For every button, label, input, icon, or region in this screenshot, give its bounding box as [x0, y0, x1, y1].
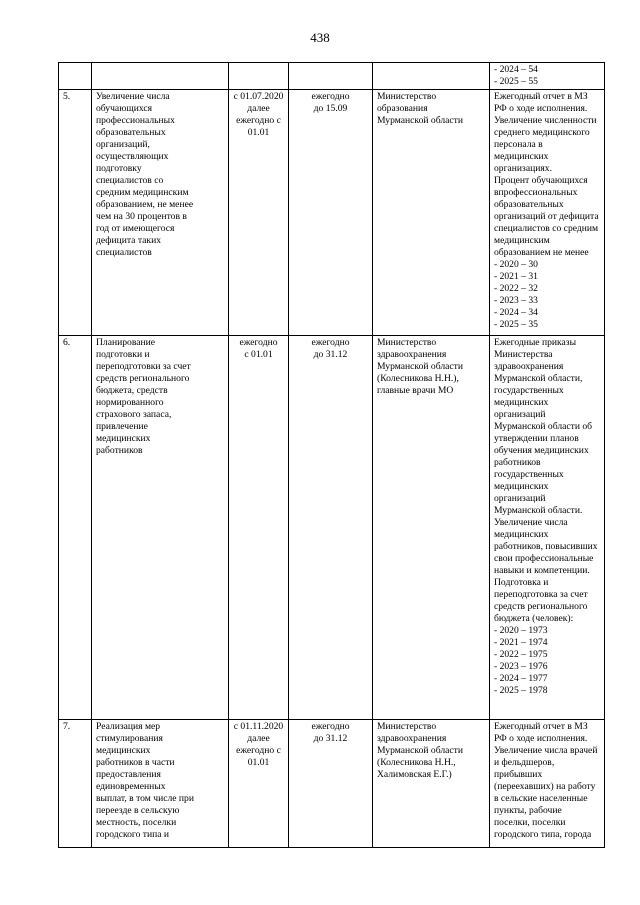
cell-line: обучения медицинских: [494, 445, 589, 456]
cell-line: - 2020 – 30: [494, 259, 538, 270]
cell-line: - 2024 – 54: [494, 64, 538, 75]
cell-line: Ежегодный отчет в МЗ: [494, 91, 588, 102]
cell-line: образовательных: [96, 127, 166, 138]
cell-line: Увеличение числа: [494, 517, 568, 528]
cell-line: поселки, поселки: [494, 817, 566, 828]
cell-start-date: [229, 63, 289, 90]
cell-line: Мурманской области,: [494, 373, 583, 384]
cell-line: год от имеющегося: [96, 223, 175, 234]
cell-line: Мурманской области: [377, 361, 463, 372]
cell-line: нормированного: [96, 397, 164, 408]
cell-line: персонала в: [494, 139, 543, 150]
cell-line: до 31.12: [313, 733, 348, 744]
cell-line: ежегодно с: [236, 745, 281, 756]
cell-activity: [92, 336, 229, 720]
cell-line: ежегодно: [311, 91, 350, 102]
cell-line: пункты, рабочие: [494, 805, 562, 816]
cell-line: медицинских: [96, 433, 151, 444]
cell-line: - 2023 – 1976: [494, 661, 548, 672]
cell-line: главные врачи МО: [377, 385, 454, 396]
cell-responsible: [373, 336, 490, 720]
cell-number: [59, 336, 92, 720]
cell-line: - 2022 – 1975: [494, 649, 548, 660]
cell-line: Планирование: [96, 337, 156, 348]
cell-line: навыки и компетенции.: [494, 565, 590, 576]
cell-line: государственных: [494, 385, 564, 396]
cell-line: прибывших: [494, 769, 543, 780]
page-number: 438: [310, 30, 330, 45]
cell-line: подготовки и: [96, 349, 150, 360]
cell-line: здравоохранения: [377, 349, 447, 360]
cell-line: - 2025 – 35: [494, 319, 538, 330]
cell-line: чем на 30 процентов в: [96, 211, 187, 222]
cell-result: [490, 63, 605, 90]
cell-line: здравоохранения: [494, 361, 564, 372]
cell-result: [490, 720, 605, 848]
cell-responsible: [373, 90, 490, 336]
cell-line: обучающихся: [96, 103, 153, 114]
cell-line: впрофессиональных: [494, 187, 578, 198]
cell-end-date: [289, 63, 373, 90]
cell-line: 01.01: [247, 127, 270, 138]
cell-line: образованием, не менее: [96, 199, 194, 210]
cell-line: утверждении планов: [494, 433, 579, 444]
cell-line: с 01.01: [244, 349, 273, 360]
cell-line: медицинских: [494, 481, 549, 492]
cell-line: - 2024 – 34: [494, 307, 538, 318]
cell-line: - 2025 – 55: [494, 76, 538, 87]
cell-line: работников: [96, 445, 143, 456]
cell-line: (Колесникова Н.Н.),: [377, 373, 459, 384]
cell-line: страхового запаса,: [96, 409, 172, 420]
cell-line: Министерство: [377, 721, 437, 732]
cell-line: предоставления: [96, 769, 161, 780]
cell-line: ежегодно с: [236, 115, 281, 126]
cell-line: работников, повысивших: [494, 541, 598, 552]
cell-line: - 2022 – 32: [494, 283, 538, 294]
cell-line: дефицита таких: [96, 235, 162, 246]
cell-line: специалистов: [96, 247, 152, 258]
cell-line: работников в части: [96, 757, 175, 768]
cell-line: до 15.09: [313, 103, 348, 114]
cell-line: образовательных: [494, 199, 564, 210]
cell-number: [59, 90, 92, 336]
cell-line: местность, поселки: [96, 817, 177, 828]
cell-line: РФ о ходе исполнения.: [494, 103, 588, 114]
cell-line: с 01.07.2020: [233, 91, 284, 102]
cell-line: ежегодно: [311, 721, 350, 732]
cell-line: Министерства: [494, 349, 553, 360]
table-row: [59, 336, 605, 720]
cell-line: образования: [377, 103, 428, 114]
cell-line: - 2020 – 1973: [494, 625, 548, 636]
cell-activity: [92, 90, 229, 336]
cell-number: [59, 63, 92, 90]
cell-line: Министерство: [377, 337, 437, 348]
cell-line: с 01.11.2020: [233, 721, 284, 732]
cell-line: медицинских: [96, 745, 151, 756]
cell-line: до 31.12: [313, 349, 348, 360]
cell-line: Халимовская Е.Г.): [377, 769, 452, 780]
cell-line: Мурманской области.: [494, 505, 583, 516]
cell-line: городского типа и: [96, 829, 170, 840]
cell-line: городского типа, города: [494, 829, 592, 840]
cell-line: Мурманской области: [377, 115, 463, 126]
cell-line: РФ о ходе исполнения.: [494, 733, 588, 744]
cell-start-date: [229, 90, 289, 336]
cell-line: ежегодно: [239, 337, 278, 348]
cell-line: Увеличение числа: [96, 91, 170, 102]
cell-line: - 2025 – 1978: [494, 685, 548, 696]
cell-line: образованием не менее: [494, 247, 589, 258]
cell-line: Министерство: [377, 91, 437, 102]
cell-line: Увеличение числа врачей: [494, 745, 598, 756]
cell-responsible: [373, 63, 490, 90]
table-row: [59, 90, 605, 336]
cell-line: Мурманской области об: [494, 421, 593, 432]
cell-responsible: [373, 720, 490, 848]
cell-line: переподготовки за счет: [96, 361, 191, 372]
row-number: 6.: [63, 337, 71, 348]
cell-start-date: [229, 336, 289, 720]
cell-line: бюджета (человек):: [494, 613, 574, 624]
cell-line: средств регионального: [494, 601, 588, 612]
cell-line: далее: [247, 733, 270, 744]
cell-line: осуществляющих: [96, 151, 169, 162]
cell-line: государственных: [494, 469, 564, 480]
cell-line: переезде в сельскую: [96, 805, 180, 816]
cell-line: и фельдшеров,: [494, 757, 555, 768]
cell-line: здравоохранения: [377, 733, 447, 744]
cell-line: ежегодно: [311, 337, 350, 348]
row-number: 7.: [63, 721, 71, 732]
cell-line: организациях.: [494, 163, 552, 174]
cell-line: бюджета, средств: [96, 385, 168, 396]
cell-result: [490, 90, 605, 336]
cell-start-date: [229, 720, 289, 848]
cell-line: единовременных: [96, 781, 166, 792]
cell-activity: [92, 720, 229, 848]
cell-line: Увеличение численности: [494, 115, 597, 126]
cell-line: Процент обучающихся: [494, 175, 588, 186]
cell-line: работников: [494, 457, 541, 468]
cell-end-date: [289, 90, 373, 336]
cell-line: переподготовка за счет: [494, 589, 588, 600]
cell-line: средств регионального: [96, 373, 190, 384]
cell-line: специалистов со средним: [494, 223, 599, 234]
cell-line: медицинских: [494, 151, 549, 162]
cell-line: организаций: [494, 493, 546, 504]
row-number: 5.: [63, 91, 71, 102]
cell-line: - 2021 – 31: [494, 271, 538, 282]
cell-line: медицинских: [494, 397, 549, 408]
cell-line: Реализация мер: [96, 721, 161, 732]
cell-line: Ежегодный отчет в МЗ: [494, 721, 588, 732]
table-row: [59, 63, 605, 90]
cell-line: (переехавших) на работу: [494, 781, 596, 792]
cell-line: 01.01: [247, 757, 270, 768]
table-row: [59, 720, 605, 848]
cell-line: в сельские населенные: [494, 793, 588, 804]
cell-result: [490, 336, 605, 720]
cell-line: Ежегодные приказы: [494, 337, 577, 348]
cell-line: (Колесникова Н.Н.,: [377, 757, 456, 768]
cell-line: Подготовка и: [494, 577, 549, 588]
cell-line: - 2024 – 1977: [494, 673, 548, 684]
cell-activity: [92, 63, 229, 90]
cell-line: далее: [247, 103, 270, 114]
cell-end-date: [289, 720, 373, 848]
cell-line: привлечение: [96, 421, 148, 432]
cell-line: подготовку: [96, 163, 142, 174]
cell-line: среднего медицинского: [494, 127, 590, 138]
cell-line: медицинских: [494, 529, 549, 540]
cell-line: Мурманской области: [377, 745, 463, 756]
cell-line: организаций от дефицита: [494, 211, 599, 222]
cell-line: - 2023 – 33: [494, 295, 538, 306]
cell-line: организаций: [494, 409, 546, 420]
cell-line: медицинским: [494, 235, 550, 246]
plan-table: [58, 62, 605, 848]
cell-line: профессиональных: [96, 115, 175, 126]
cell-line: свои профессиональные: [494, 553, 594, 564]
cell-line: организаций,: [96, 139, 150, 150]
cell-end-date: [289, 336, 373, 720]
cell-line: стимулирования: [96, 733, 163, 744]
cell-line: выплат, в том числе при: [96, 793, 194, 804]
cell-number: [59, 720, 92, 848]
cell-line: средним медицинским: [96, 187, 189, 198]
cell-line: - 2021 – 1974: [494, 637, 548, 648]
cell-line: специалистов со: [96, 175, 164, 186]
